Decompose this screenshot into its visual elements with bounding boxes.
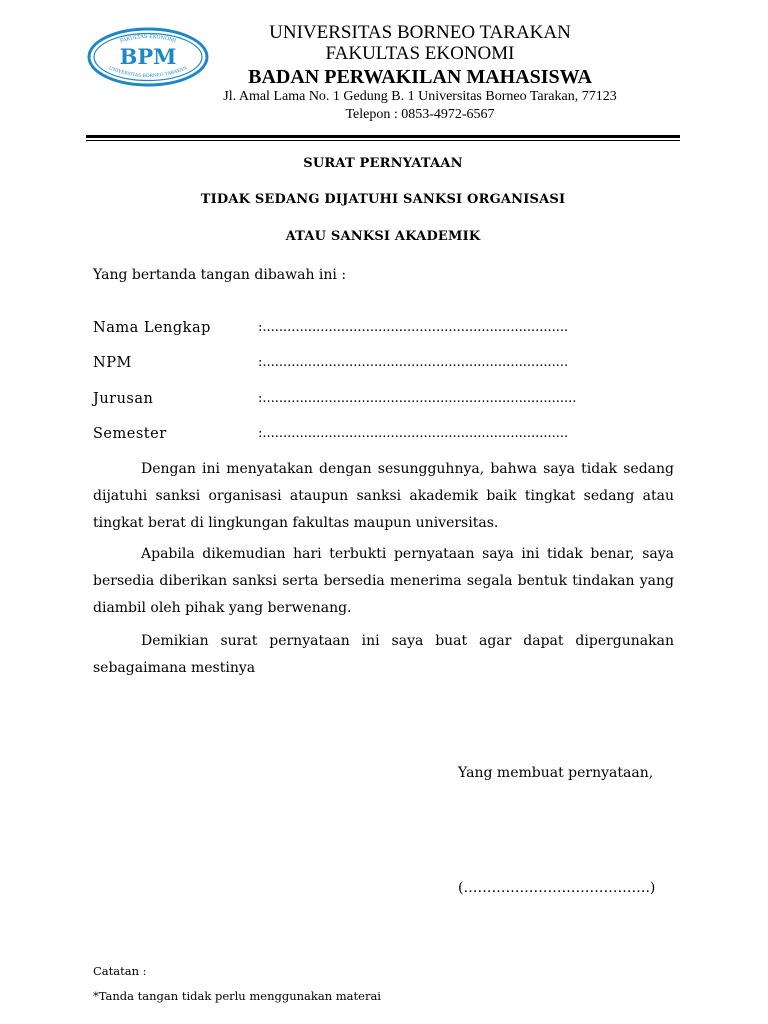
note-heading: Catatan : — [93, 964, 147, 978]
field-blank-npm: :.......................................................................... — [258, 355, 569, 370]
faculty-name: FAKULTAS EKONOMI — [325, 43, 515, 64]
field-label-npm: NPM — [93, 355, 132, 371]
field-blank-semester: :.......................................................................... — [258, 426, 569, 441]
header-divider-thin — [86, 140, 680, 141]
paragraph-consequence: Apabila dikemudian hari terbukti pernyataan saya ini tidak benar, saya bersedia diberikan sanksi serta bersedia menerima segala bentuk tindakan yang diambil oleh pihak yang berwenang. — [93, 546, 674, 616]
header-divider-thick — [86, 135, 680, 138]
field-blank-jurusan: :............................................................................ — [258, 391, 577, 406]
organization-name: BADAN PERWAKILAN MAHASISWA — [248, 66, 592, 88]
address: Jl. Amal Lama No. 1 Gedung B. 1 Universitas Borneo Tarakan, 77123 — [223, 89, 617, 104]
note-text: *Tanda tangan tidak perlu menggunakan materai — [93, 989, 381, 1003]
document-title: SURAT PERNYATAAN — [303, 156, 463, 171]
field-label-semester: Semester — [93, 426, 167, 442]
document-subtitle-2: ATAU SANKSI AKADEMIK — [285, 229, 481, 244]
bpm-logo — [87, 27, 209, 87]
intro-text: Yang bertanda tangan dibawah ini : — [93, 267, 347, 283]
logo-top-text: FAKULTAS EKONOMI — [119, 33, 177, 45]
paragraph-statement: Dengan ini menyatakan dengan sesungguhnya, bahwa saya tidak sedang dijatuhi sanksi organisasi ataupun sanksi akademik baik tingkat sedang atau tingkat berat di lingkungan fakultas maupun universitas. — [93, 461, 674, 531]
field-blank-nama: :.......................................................................... — [258, 320, 569, 335]
field-label-nama: Nama Lengkap — [93, 320, 211, 336]
paragraph-closing: Demikian surat pernyataan ini saya buat agar dapat dipergunakan sebagaimana mestinya — [93, 633, 674, 676]
signature-label: Yang membuat pernyataan, — [458, 765, 654, 781]
phone: Telepon : 0853-4972-6567 — [345, 107, 495, 122]
field-label-jurusan: Jurusan — [93, 391, 154, 407]
logo-main-text: BPM — [119, 44, 177, 69]
logo-bottom-text: UNIVERSITAS BORNEO TARAKAN — [107, 66, 189, 80]
document-subtitle-1: TIDAK SEDANG DIJATUHI SANKSI ORGANISASI — [200, 192, 566, 207]
signature-line: (………………………………….) — [458, 880, 656, 896]
university-name: UNIVERSITAS BORNEO TARAKAN — [269, 22, 571, 43]
